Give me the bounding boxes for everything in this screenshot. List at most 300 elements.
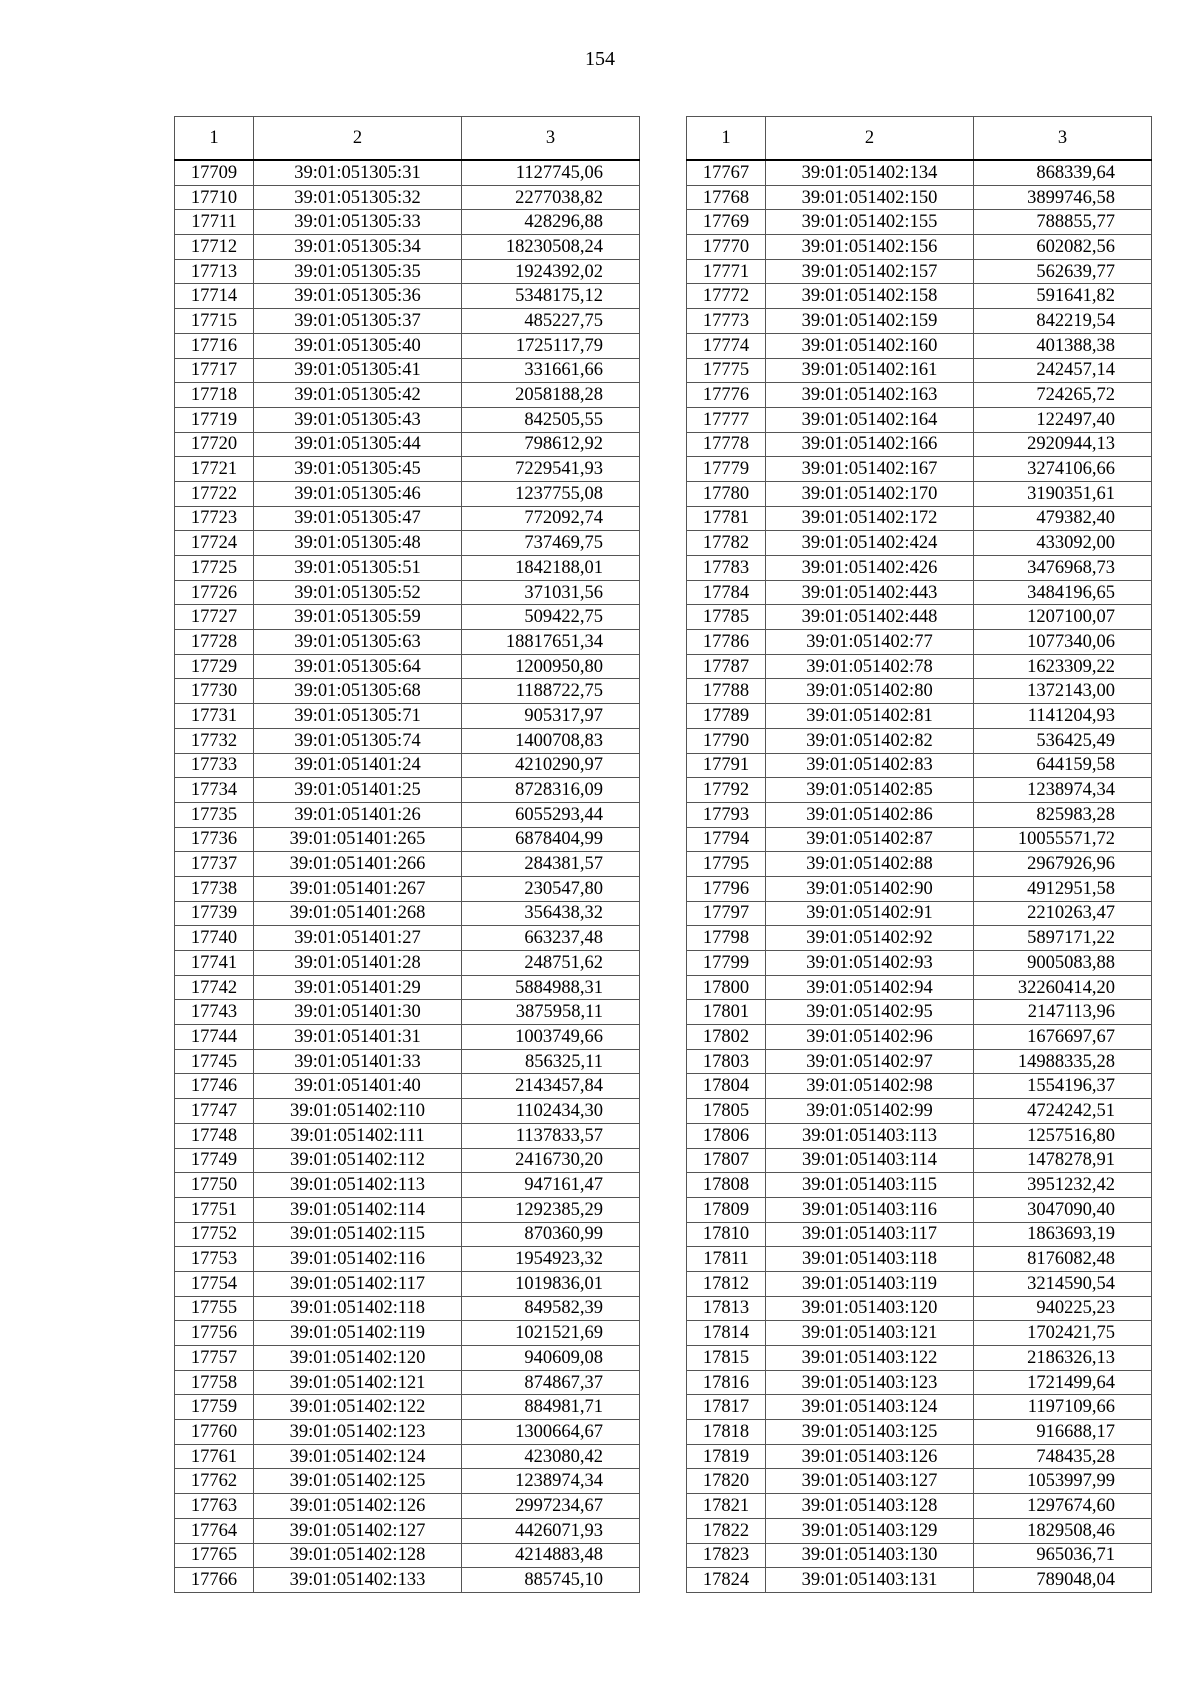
value-cell: 536425,49 <box>974 728 1152 753</box>
table-row <box>687 605 1152 630</box>
value-cell: 849582,39 <box>462 1296 640 1321</box>
value-cell: 1257516,80 <box>974 1123 1152 1148</box>
row-number-cell: 17811 <box>687 1247 766 1272</box>
table-row <box>687 506 1152 531</box>
cadastral-number-cell: 39:01:051305:51 <box>254 556 462 581</box>
table-row <box>175 753 640 778</box>
row-number-cell: 17777 <box>687 407 766 432</box>
cadastral-number-cell: 39:01:051402:110 <box>254 1099 462 1124</box>
cadastral-number-cell: 39:01:051305:36 <box>254 284 462 309</box>
left-registry-table <box>174 116 640 1593</box>
row-number-cell: 17744 <box>175 1025 254 1050</box>
cadastral-number-cell: 39:01:051402:82 <box>766 728 974 753</box>
table-row <box>175 778 640 803</box>
row-number-cell: 17731 <box>175 704 254 729</box>
value-cell: 868339,64 <box>974 160 1152 185</box>
table-row <box>687 630 1152 655</box>
row-number-cell: 17724 <box>175 531 254 556</box>
cadastral-number-cell: 39:01:051402:443 <box>766 580 974 605</box>
cadastral-number-cell: 39:01:051402:96 <box>766 1025 974 1050</box>
table-row <box>687 531 1152 556</box>
table-row <box>687 1543 1152 1568</box>
table-row <box>687 1000 1152 1025</box>
row-number-cell: 17789 <box>687 704 766 729</box>
cadastral-number-cell: 39:01:051402:161 <box>766 358 974 383</box>
value-cell: 1077340,06 <box>974 630 1152 655</box>
cadastral-number-cell: 39:01:051305:35 <box>254 259 462 284</box>
row-number-cell: 17801 <box>687 1000 766 1025</box>
value-cell: 4724242,51 <box>974 1099 1152 1124</box>
value-cell: 2967926,96 <box>974 852 1152 877</box>
cadastral-number-cell: 39:01:051401:40 <box>254 1074 462 1099</box>
cadastral-number-cell: 39:01:051402:128 <box>254 1543 462 1568</box>
value-cell: 1676697,67 <box>974 1025 1152 1050</box>
table-row <box>687 1395 1152 1420</box>
value-cell: 884981,71 <box>462 1395 640 1420</box>
value-cell: 1400708,83 <box>462 728 640 753</box>
cadastral-number-cell: 39:01:051305:44 <box>254 432 462 457</box>
table-row <box>175 383 640 408</box>
row-number-cell: 17732 <box>175 728 254 753</box>
row-number-cell: 17759 <box>175 1395 254 1420</box>
table-row <box>175 975 640 1000</box>
column-header: 1 <box>175 117 254 161</box>
table-row <box>687 1025 1152 1050</box>
row-number-cell: 17710 <box>175 185 254 210</box>
value-cell: 18230508,24 <box>462 235 640 260</box>
row-number-cell: 17767 <box>687 160 766 185</box>
cadastral-number-cell: 39:01:051403:119 <box>766 1271 974 1296</box>
table-row <box>687 235 1152 260</box>
cadastral-number-cell: 39:01:051402:119 <box>254 1321 462 1346</box>
cadastral-number-cell: 39:01:051305:52 <box>254 580 462 605</box>
row-number-cell: 17795 <box>687 852 766 877</box>
row-number-cell: 17711 <box>175 210 254 235</box>
cadastral-number-cell: 39:01:051305:46 <box>254 481 462 506</box>
row-number-cell: 17818 <box>687 1420 766 1445</box>
value-cell: 874867,37 <box>462 1370 640 1395</box>
cadastral-number-cell: 39:01:051402:150 <box>766 185 974 210</box>
row-number-cell: 17804 <box>687 1074 766 1099</box>
table-row <box>687 679 1152 704</box>
cadastral-number-cell: 39:01:051305:48 <box>254 531 462 556</box>
cadastral-number-cell: 39:01:051403:127 <box>766 1469 974 1494</box>
value-cell: 789048,04 <box>974 1568 1152 1593</box>
column-header: 1 <box>687 117 766 161</box>
row-number-cell: 17745 <box>175 1049 254 1074</box>
row-number-cell: 17796 <box>687 876 766 901</box>
table-row <box>175 704 640 729</box>
row-number-cell: 17765 <box>175 1543 254 1568</box>
cadastral-number-cell: 39:01:051402:112 <box>254 1148 462 1173</box>
column-header: 3 <box>462 117 640 161</box>
value-cell: 2416730,20 <box>462 1148 640 1173</box>
row-number-cell: 17738 <box>175 876 254 901</box>
value-cell: 485227,75 <box>462 309 640 334</box>
value-cell: 18817651,34 <box>462 630 640 655</box>
table-row <box>175 506 640 531</box>
cadastral-number-cell: 39:01:051402:424 <box>766 531 974 556</box>
cadastral-number-cell: 39:01:051402:127 <box>254 1518 462 1543</box>
cadastral-number-cell: 39:01:051403:124 <box>766 1395 974 1420</box>
value-cell: 3047090,40 <box>974 1197 1152 1222</box>
row-number-cell: 17771 <box>687 259 766 284</box>
table-row <box>687 259 1152 284</box>
row-number-cell: 17819 <box>687 1444 766 1469</box>
row-number-cell: 17817 <box>687 1395 766 1420</box>
cadastral-number-cell: 39:01:051402:85 <box>766 778 974 803</box>
table-row <box>687 704 1152 729</box>
row-number-cell: 17764 <box>175 1518 254 1543</box>
table-row <box>687 876 1152 901</box>
table-row <box>175 1099 640 1124</box>
row-number-cell: 17816 <box>687 1370 766 1395</box>
cadastral-number-cell: 39:01:051402:134 <box>766 160 974 185</box>
cadastral-number-cell: 39:01:051402:160 <box>766 333 974 358</box>
row-number-cell: 17735 <box>175 802 254 827</box>
cadastral-number-cell: 39:01:051401:266 <box>254 852 462 877</box>
row-number-cell: 17717 <box>175 358 254 383</box>
value-cell: 7229541,93 <box>462 457 640 482</box>
table-row <box>175 1494 640 1519</box>
table-row <box>175 432 640 457</box>
row-number-cell: 17774 <box>687 333 766 358</box>
value-cell: 1863693,19 <box>974 1222 1152 1247</box>
value-cell: 644159,58 <box>974 753 1152 778</box>
table-row <box>687 432 1152 457</box>
table-row <box>175 1370 640 1395</box>
value-cell: 9005083,88 <box>974 951 1152 976</box>
row-number-cell: 17783 <box>687 556 766 581</box>
value-cell: 8176082,48 <box>974 1247 1152 1272</box>
table-row <box>687 1197 1152 1222</box>
table-row <box>175 728 640 753</box>
cadastral-number-cell: 39:01:051402:116 <box>254 1247 462 1272</box>
table-row <box>175 852 640 877</box>
value-cell: 2058188,28 <box>462 383 640 408</box>
row-number-cell: 17786 <box>687 630 766 655</box>
row-number-cell: 17750 <box>175 1173 254 1198</box>
table-row <box>687 1346 1152 1371</box>
cadastral-number-cell: 39:01:051402:93 <box>766 951 974 976</box>
table-row <box>175 1444 640 1469</box>
value-cell: 331661,66 <box>462 358 640 383</box>
row-number-cell: 17766 <box>175 1568 254 1593</box>
cadastral-number-cell: 39:01:051402:87 <box>766 827 974 852</box>
cadastral-number-cell: 39:01:051402:88 <box>766 852 974 877</box>
cadastral-number-cell: 39:01:051402:158 <box>766 284 974 309</box>
table-row <box>687 1518 1152 1543</box>
table-row <box>175 1000 640 1025</box>
table-row <box>175 1074 640 1099</box>
value-cell: 3214590,54 <box>974 1271 1152 1296</box>
row-number-cell: 17760 <box>175 1420 254 1445</box>
cadastral-number-cell: 39:01:051305:42 <box>254 383 462 408</box>
row-number-cell: 17758 <box>175 1370 254 1395</box>
value-cell: 3875958,11 <box>462 1000 640 1025</box>
cadastral-number-cell: 39:01:051305:64 <box>254 654 462 679</box>
row-number-cell: 17803 <box>687 1049 766 1074</box>
value-cell: 562639,77 <box>974 259 1152 284</box>
row-number-cell: 17746 <box>175 1074 254 1099</box>
table-row <box>175 1296 640 1321</box>
row-number-cell: 17815 <box>687 1346 766 1371</box>
column-header: 3 <box>974 117 1152 161</box>
cadastral-number-cell: 39:01:051402:99 <box>766 1099 974 1124</box>
table-row <box>175 160 640 185</box>
row-number-cell: 17788 <box>687 679 766 704</box>
value-cell: 905317,97 <box>462 704 640 729</box>
value-cell: 1478278,91 <box>974 1148 1152 1173</box>
value-cell: 1725117,79 <box>462 333 640 358</box>
table-row <box>687 1420 1152 1445</box>
cadastral-number-cell: 39:01:051401:24 <box>254 753 462 778</box>
row-number-cell: 17805 <box>687 1099 766 1124</box>
table-row <box>687 481 1152 506</box>
cadastral-number-cell: 39:01:051305:74 <box>254 728 462 753</box>
table-row <box>175 1148 640 1173</box>
table-row <box>687 333 1152 358</box>
header-row <box>687 117 1152 161</box>
table-row <box>687 160 1152 185</box>
row-number-cell: 17709 <box>175 160 254 185</box>
table-row <box>687 1049 1152 1074</box>
table-row <box>687 358 1152 383</box>
row-number-cell: 17712 <box>175 235 254 260</box>
table-row <box>175 210 640 235</box>
left-table-body <box>175 160 640 1592</box>
value-cell: 4912951,58 <box>974 876 1152 901</box>
cadastral-number-cell: 39:01:051402:172 <box>766 506 974 531</box>
row-number-cell: 17737 <box>175 852 254 877</box>
value-cell: 1237755,08 <box>462 481 640 506</box>
value-cell: 284381,57 <box>462 852 640 877</box>
table-row <box>175 1049 640 1074</box>
table-row <box>175 556 640 581</box>
table-row <box>687 1173 1152 1198</box>
row-number-cell: 17714 <box>175 284 254 309</box>
cadastral-number-cell: 39:01:051402:159 <box>766 309 974 334</box>
row-number-cell: 17797 <box>687 901 766 926</box>
value-cell: 3484196,65 <box>974 580 1152 605</box>
cadastral-number-cell: 39:01:051402:80 <box>766 679 974 704</box>
table-row <box>175 827 640 852</box>
table-row <box>687 654 1152 679</box>
cadastral-number-cell: 39:01:051402:123 <box>254 1420 462 1445</box>
table-row <box>175 901 640 926</box>
row-number-cell: 17787 <box>687 654 766 679</box>
value-cell: 2920944,13 <box>974 432 1152 457</box>
cadastral-number-cell: 39:01:051402:114 <box>254 1197 462 1222</box>
value-cell: 2186326,13 <box>974 1346 1152 1371</box>
cadastral-number-cell: 39:01:051402:91 <box>766 901 974 926</box>
cadastral-number-cell: 39:01:051305:43 <box>254 407 462 432</box>
table-row <box>175 1346 640 1371</box>
cadastral-number-cell: 39:01:051403:123 <box>766 1370 974 1395</box>
value-cell: 423080,42 <box>462 1444 640 1469</box>
value-cell: 1238974,34 <box>462 1469 640 1494</box>
value-cell: 1137833,57 <box>462 1123 640 1148</box>
table-row <box>175 185 640 210</box>
table-row <box>175 235 640 260</box>
cadastral-number-cell: 39:01:051401:268 <box>254 901 462 926</box>
row-number-cell: 17798 <box>687 926 766 951</box>
cadastral-number-cell: 39:01:051401:31 <box>254 1025 462 1050</box>
row-number-cell: 17754 <box>175 1271 254 1296</box>
cadastral-number-cell: 39:01:051403:115 <box>766 1173 974 1198</box>
row-number-cell: 17784 <box>687 580 766 605</box>
cadastral-number-cell: 39:01:051305:59 <box>254 605 462 630</box>
table-row <box>175 284 640 309</box>
value-cell: 940225,23 <box>974 1296 1152 1321</box>
value-cell: 32260414,20 <box>974 975 1152 1000</box>
cadastral-number-cell: 39:01:051305:31 <box>254 160 462 185</box>
row-number-cell: 17780 <box>687 481 766 506</box>
row-number-cell: 17810 <box>687 1222 766 1247</box>
cadastral-number-cell: 39:01:051403:129 <box>766 1518 974 1543</box>
cadastral-number-cell: 39:01:051402:117 <box>254 1271 462 1296</box>
table-row <box>687 1123 1152 1148</box>
table-row <box>687 951 1152 976</box>
row-number-cell: 17733 <box>175 753 254 778</box>
row-number-cell: 17727 <box>175 605 254 630</box>
value-cell: 3274106,66 <box>974 457 1152 482</box>
cadastral-number-cell: 39:01:051401:33 <box>254 1049 462 1074</box>
table-row <box>687 975 1152 1000</box>
table-row <box>175 1321 640 1346</box>
row-number-cell: 17756 <box>175 1321 254 1346</box>
table-row <box>687 728 1152 753</box>
row-number-cell: 17809 <box>687 1197 766 1222</box>
cadastral-number-cell: 39:01:051402:121 <box>254 1370 462 1395</box>
cadastral-number-cell: 39:01:051305:32 <box>254 185 462 210</box>
value-cell: 428296,88 <box>462 210 640 235</box>
table-row <box>175 580 640 605</box>
value-cell: 1003749,66 <box>462 1025 640 1050</box>
row-number-cell: 17713 <box>175 259 254 284</box>
table-row <box>175 1025 640 1050</box>
table-row <box>687 1099 1152 1124</box>
cadastral-number-cell: 39:01:051402:133 <box>254 1568 462 1593</box>
cadastral-number-cell: 39:01:051403:122 <box>766 1346 974 1371</box>
row-number-cell: 17769 <box>687 210 766 235</box>
row-number-cell: 17802 <box>687 1025 766 1050</box>
row-number-cell: 17755 <box>175 1296 254 1321</box>
value-cell: 724265,72 <box>974 383 1152 408</box>
cadastral-number-cell: 39:01:051305:33 <box>254 210 462 235</box>
table-row <box>175 605 640 630</box>
table-row <box>687 1296 1152 1321</box>
row-number-cell: 17725 <box>175 556 254 581</box>
value-cell: 8728316,09 <box>462 778 640 803</box>
table-row <box>175 1197 640 1222</box>
value-cell: 509422,75 <box>462 605 640 630</box>
cadastral-number-cell: 39:01:051401:30 <box>254 1000 462 1025</box>
cadastral-number-cell: 39:01:051402:118 <box>254 1296 462 1321</box>
value-cell: 1102434,30 <box>462 1099 640 1124</box>
row-number-cell: 17806 <box>687 1123 766 1148</box>
value-cell: 356438,32 <box>462 901 640 926</box>
value-cell: 248751,62 <box>462 951 640 976</box>
row-number-cell: 17813 <box>687 1296 766 1321</box>
row-number-cell: 17726 <box>175 580 254 605</box>
cadastral-number-cell: 39:01:051403:120 <box>766 1296 974 1321</box>
cadastral-number-cell: 39:01:051403:117 <box>766 1222 974 1247</box>
row-number-cell: 17716 <box>175 333 254 358</box>
value-cell: 5897171,22 <box>974 926 1152 951</box>
value-cell: 1829508,46 <box>974 1518 1152 1543</box>
value-cell: 6055293,44 <box>462 802 640 827</box>
table-row <box>687 1469 1152 1494</box>
row-number-cell: 17808 <box>687 1173 766 1198</box>
cadastral-number-cell: 39:01:051403:116 <box>766 1197 974 1222</box>
cadastral-number-cell: 39:01:051402:94 <box>766 975 974 1000</box>
table-row <box>175 531 640 556</box>
value-cell: 1019836,01 <box>462 1271 640 1296</box>
table-row <box>687 1271 1152 1296</box>
table-row <box>175 1518 640 1543</box>
table-row <box>687 1568 1152 1593</box>
row-number-cell: 17773 <box>687 309 766 334</box>
row-number-cell: 17761 <box>175 1444 254 1469</box>
table-row <box>175 1222 640 1247</box>
table-row <box>687 580 1152 605</box>
cadastral-number-cell: 39:01:051403:128 <box>766 1494 974 1519</box>
value-cell: 916688,17 <box>974 1420 1152 1445</box>
value-cell: 1554196,37 <box>974 1074 1152 1099</box>
row-number-cell: 17739 <box>175 901 254 926</box>
table-row <box>687 185 1152 210</box>
value-cell: 10055571,72 <box>974 827 1152 852</box>
value-cell: 825983,28 <box>974 802 1152 827</box>
row-number-cell: 17812 <box>687 1271 766 1296</box>
row-number-cell: 17793 <box>687 802 766 827</box>
row-number-cell: 17741 <box>175 951 254 976</box>
cadastral-number-cell: 39:01:051403:113 <box>766 1123 974 1148</box>
table-row <box>175 802 640 827</box>
cadastral-number-cell: 39:01:051402:163 <box>766 383 974 408</box>
cadastral-number-cell: 39:01:051402:166 <box>766 432 974 457</box>
table-row <box>687 556 1152 581</box>
table-row <box>175 1173 640 1198</box>
table-row <box>175 1420 640 1445</box>
table-row <box>687 1494 1152 1519</box>
table-row <box>175 1123 640 1148</box>
row-number-cell: 17824 <box>687 1568 766 1593</box>
row-number-cell: 17781 <box>687 506 766 531</box>
table-row <box>175 876 640 901</box>
row-number-cell: 17753 <box>175 1247 254 1272</box>
row-number-cell: 17736 <box>175 827 254 852</box>
row-number-cell: 17775 <box>687 358 766 383</box>
row-number-cell: 17743 <box>175 1000 254 1025</box>
cadastral-number-cell: 39:01:051402:77 <box>766 630 974 655</box>
page-number: 154 <box>585 48 615 70</box>
value-cell: 2210263,47 <box>974 901 1152 926</box>
value-cell: 788855,77 <box>974 210 1152 235</box>
table-row <box>687 1321 1152 1346</box>
value-cell: 1300664,67 <box>462 1420 640 1445</box>
row-number-cell: 17779 <box>687 457 766 482</box>
value-cell: 842505,55 <box>462 407 640 432</box>
cadastral-number-cell: 39:01:051402:448 <box>766 605 974 630</box>
value-cell: 1238974,34 <box>974 778 1152 803</box>
table-row <box>175 926 640 951</box>
value-cell: 5884988,31 <box>462 975 640 1000</box>
cadastral-number-cell: 39:01:051402:97 <box>766 1049 974 1074</box>
cadastral-number-cell: 39:01:051305:37 <box>254 309 462 334</box>
row-number-cell: 17820 <box>687 1469 766 1494</box>
